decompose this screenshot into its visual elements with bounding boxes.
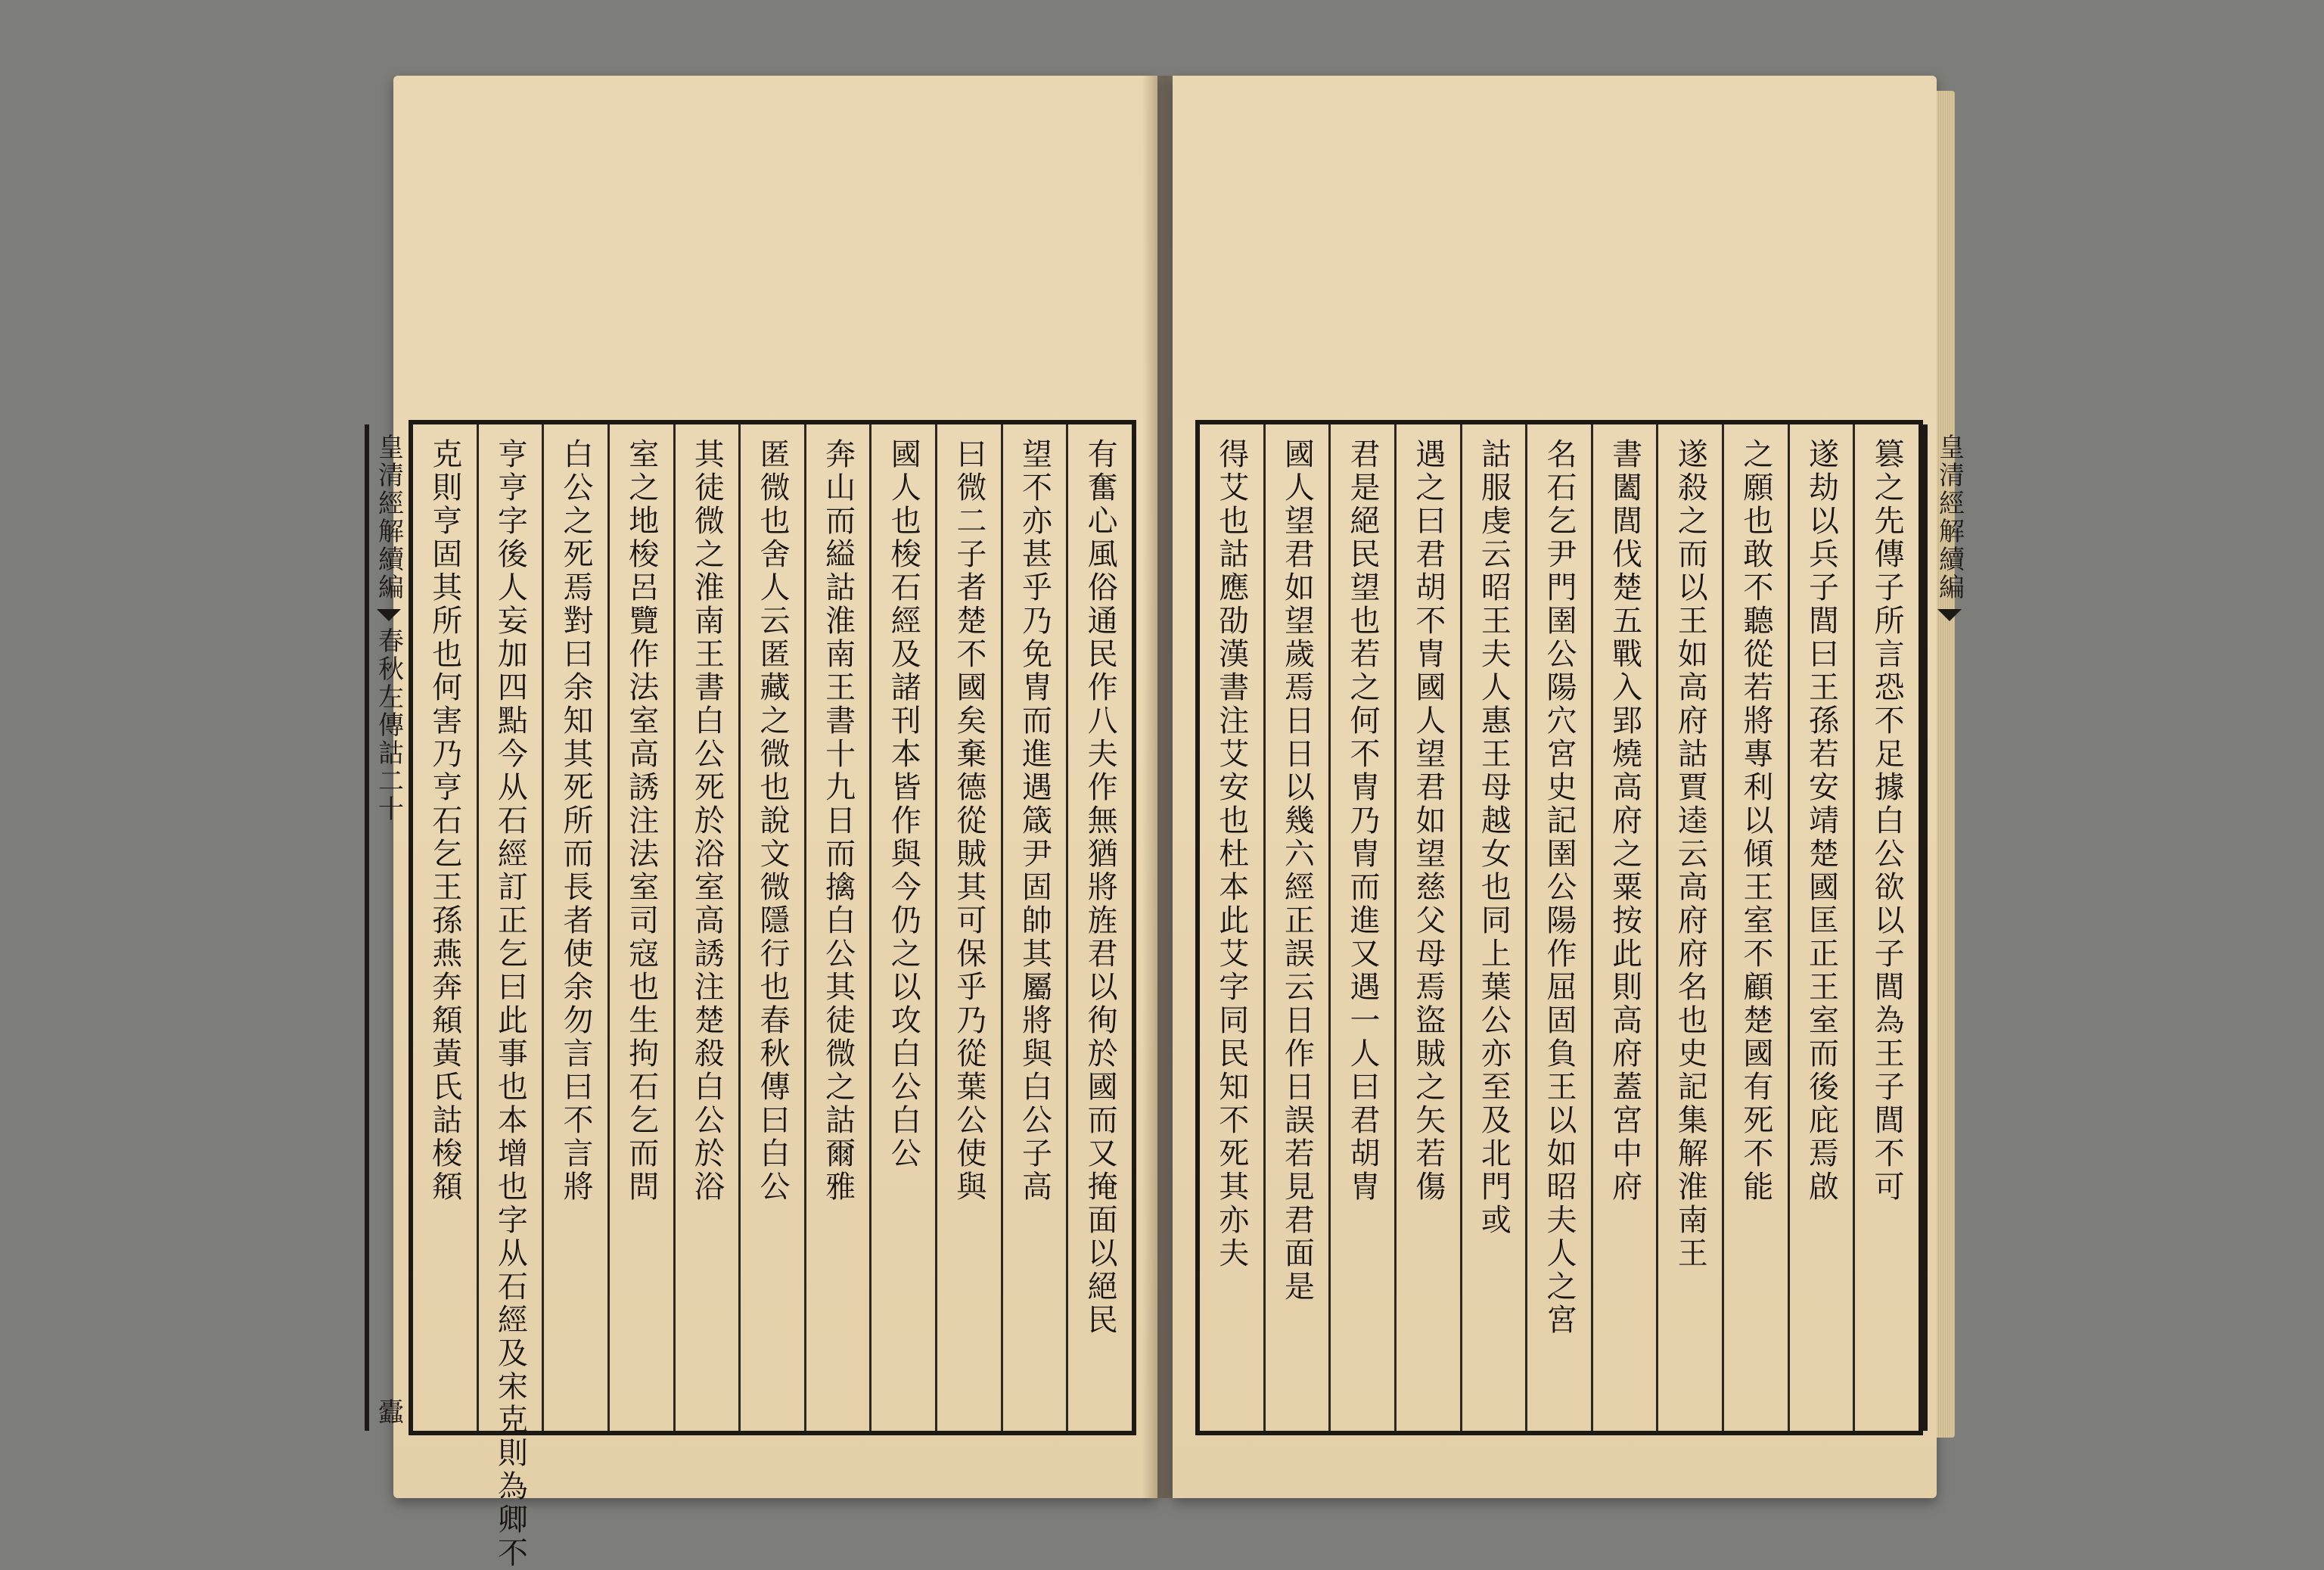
text-column: 詁服虔云昭王夫人惠王母越女也同上葉公亦至及北門或 — [1460, 424, 1526, 1431]
book-title-right: 皇清經解續編 — [1934, 434, 1965, 602]
fish-tail-mark — [377, 609, 401, 621]
text-column: 克則亨固其所也何害乃亨石乞王孫燕奔頯黃氏詁梭頯 — [427, 438, 462, 1204]
text-column: 其徒微之淮南王書白公死於浴室高誘注楚殺白公於浴 — [673, 424, 739, 1431]
text-column: 書闔閭伐楚五戰入郢燒高府之粟按此則高府蓋宮中府 — [1591, 424, 1657, 1431]
left-columns — [413, 424, 1132, 1570]
right-text-frame — [1195, 420, 1965, 1435]
right-columns — [1200, 424, 1919, 1431]
left-edge-column — [365, 424, 409, 1431]
text-column: 國人望君如望歲焉日日以幾六經正誤云日作日誤若見君面是 — [1263, 424, 1329, 1431]
text-column: 有奮心風俗通民作八夫作無猶將旌君以徇於國而又掩面以絕民 — [1066, 424, 1132, 1431]
text-column: 之願也敢不聽從若將專利以傾王室不顧楚國有死不能 — [1722, 424, 1788, 1431]
text-column: 望不亦甚乎乃免冑而進遇箴尹固帥其屬將與白公子高 — [1001, 424, 1067, 1431]
text-column: 遂劫以兵子閭曰王孫若安靖楚國匡正王室而後庇焉啟 — [1788, 424, 1853, 1431]
section-label: 春秋左傳詁二十 — [373, 627, 404, 823]
text-column: 室之地梭呂覽作法室高誘注法室司寇也生拘石乞而問 — [607, 424, 673, 1431]
open-book — [373, 76, 1965, 1570]
text-column: 遂殺之而以王如高府詁賈逵云高府府名也史記集解淮南王 — [1656, 424, 1722, 1431]
text-column: 名石乞尹門圉公陽穴宮史記圉公陽作屈固負王以如昭夫人之宮 — [1525, 424, 1591, 1431]
text-column: 得艾也詁應劭漢書注艾安也杜本此艾字同民知不死其亦夫 — [1213, 438, 1249, 1270]
text-column: 篡之先傳子所言恐不足據白公欲以子閭為王子閭不可 — [1853, 424, 1919, 1431]
text-column: 遇之曰君胡不冑國人望君如望慈父母焉盜賊之矢若傷 — [1394, 424, 1460, 1431]
left-page — [373, 76, 1157, 1570]
fish-tail-mark-right — [1937, 609, 1962, 621]
right-edge-column — [1923, 424, 1971, 1431]
text-column: 國人也梭石經及諸刊本皆作與今仍之以攻白公白公 — [869, 424, 935, 1431]
left-text-frame — [373, 420, 1136, 1570]
text-column: 奔山而縊詁淮南王書十九日而擒白公其徒微之詁爾雅 — [804, 424, 870, 1431]
text-column: 君是絕民望也若之何不冑乃冑而進又遇一人曰君胡冑 — [1328, 424, 1394, 1431]
text-column: 曰微二子者楚不國矣棄德從賊其可保乎乃從葉公使與 — [935, 424, 1001, 1431]
text-column: 匿微也舍人云匿藏之微也說文微隱行也春秋傳曰白公 — [738, 424, 804, 1431]
book-title: 皇清經解續編 — [373, 434, 404, 602]
text-column: 白公之死焉對曰余知其死所而長者使余勿言曰不言將 — [542, 424, 607, 1431]
text-column: 亨亨字後人妄加四點今从石經訂正乞曰此事也本增也字从石經及宋克則為卿不 — [477, 424, 542, 1431]
folio-mark: 蠹 — [373, 1398, 404, 1426]
right-page — [1173, 76, 1965, 1498]
